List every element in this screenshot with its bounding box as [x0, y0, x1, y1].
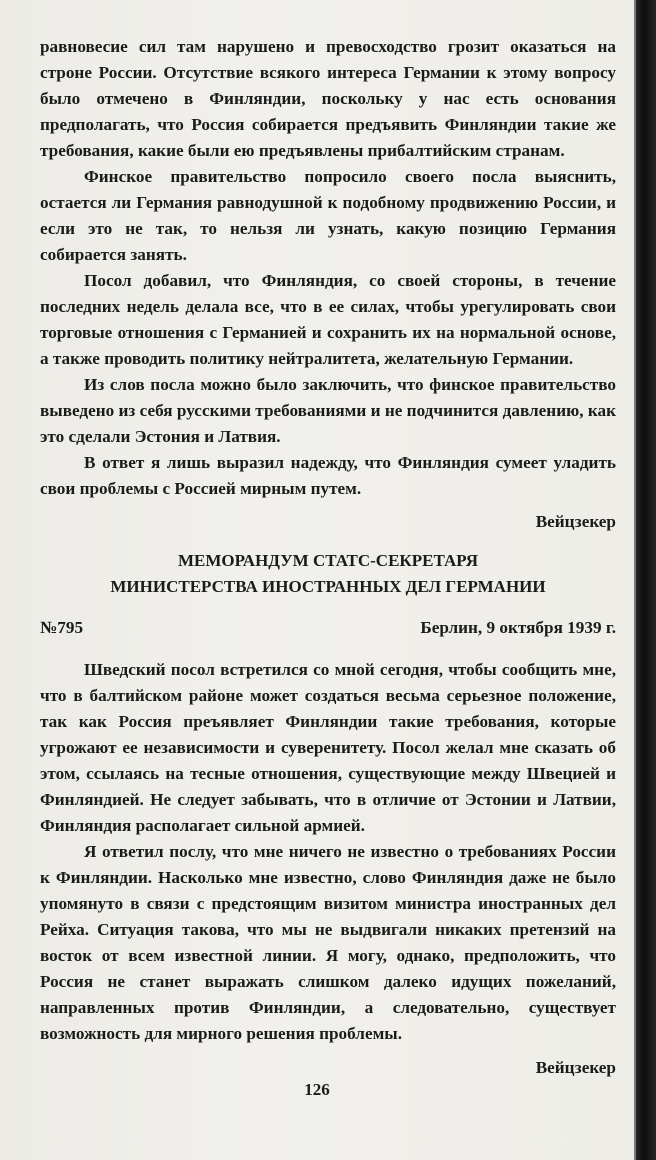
- document-number: №795: [40, 618, 84, 637]
- paragraph-answer: Я ответил послу, что мне ничего не известно о требованиях России к Финляндии. Насколько мне известно, слово Финляндия даже не было упомянуто в связи с предстоящим визитом министра иностранных дел Рейха. Ситуация такова, что мы не выдвигали никаких претензий на восток от всем известной линии. Я могу, однако, предположить, что Россия не станет выражать слишком далеко идущих пожеланий, направленных против Финляндии, а следовательно, существует возможность для мирного решения проблемы.: [40, 842, 616, 1043]
- memo-title-line-2: МИНИСТЕРСТВА ИНОСТРАННЫХ ДЕЛ ГЕРМАНИИ: [110, 577, 546, 596]
- paragraph-reply: В ответ я лишь выразил надежду, что Финляндия сумеет уладить свои проблемы с Россией мирным путем.: [40, 453, 616, 498]
- paragraph-ambassador-added: Посол добавил, что Финляндия, со своей стороны, в течение последних недель делала все, что в ее силах, чтобы урегулировать свои торговые отношения с Германией и сохранить их на нормальной основе, а также проводить политику нейтралитета, желательную Германии.: [40, 271, 616, 368]
- memo-title-line-1: МЕМОРАНДУМ СТАТС-СЕКРЕТАРЯ: [177, 551, 479, 570]
- page-content: [40, 34, 616, 1094]
- book-spine-edge: [634, 0, 656, 1160]
- page-number: 126: [304, 1080, 330, 1099]
- paragraph-continuation: равновесие сил там нарушено и превосходство грозит оказаться на строне России. Отсутствие всякого интереса Германии к этому вопросу было отмечено в Финляндии, поскольку у нас есть основания предполагать, что Россия собирается предъявить Финляндии такие же требования, какие были ею предъявлены прибалтийским странам.: [40, 37, 616, 160]
- paragraph-swedish-ambassador: Шведский посол встретился со мной сегодня, чтобы сообщить мне, что в балтийском районе может создаться весьма серьезное положение, так как Россия преъявляет Финляндии такие требования, которые угрожают ее независимости и суверенитету. Посол желал мне сказать об этом, ссылаясь на тесные отношения, существующие между Швецией и Финляндией. Не следует забывать, что в отличие от Эстонии и Латвии, Финляндия располагает сильной армией.: [40, 660, 616, 835]
- document-header: [40, 615, 616, 641]
- signature-weizsacker-1: Вейцзекер: [535, 512, 616, 531]
- document-place-date: Берлин, 9 октября 1939 г.: [420, 618, 616, 637]
- paragraph-conclusion: Из слов посла можно было заключить, что финское правительство выведено из себя русскими требованиями и не подчинится давлению, как это сделали Эстония и Латвия.: [40, 375, 616, 446]
- signature-weizsacker-2: Вейцзекер: [535, 1058, 616, 1077]
- paragraph-government-request: Финское правительство попросило своего посла выяснить, остается ли Германия равнодушной к подобному продвижению России, и если это не так, то нельзя ли узнать, какую позицию Германия собирается занять.: [40, 167, 616, 264]
